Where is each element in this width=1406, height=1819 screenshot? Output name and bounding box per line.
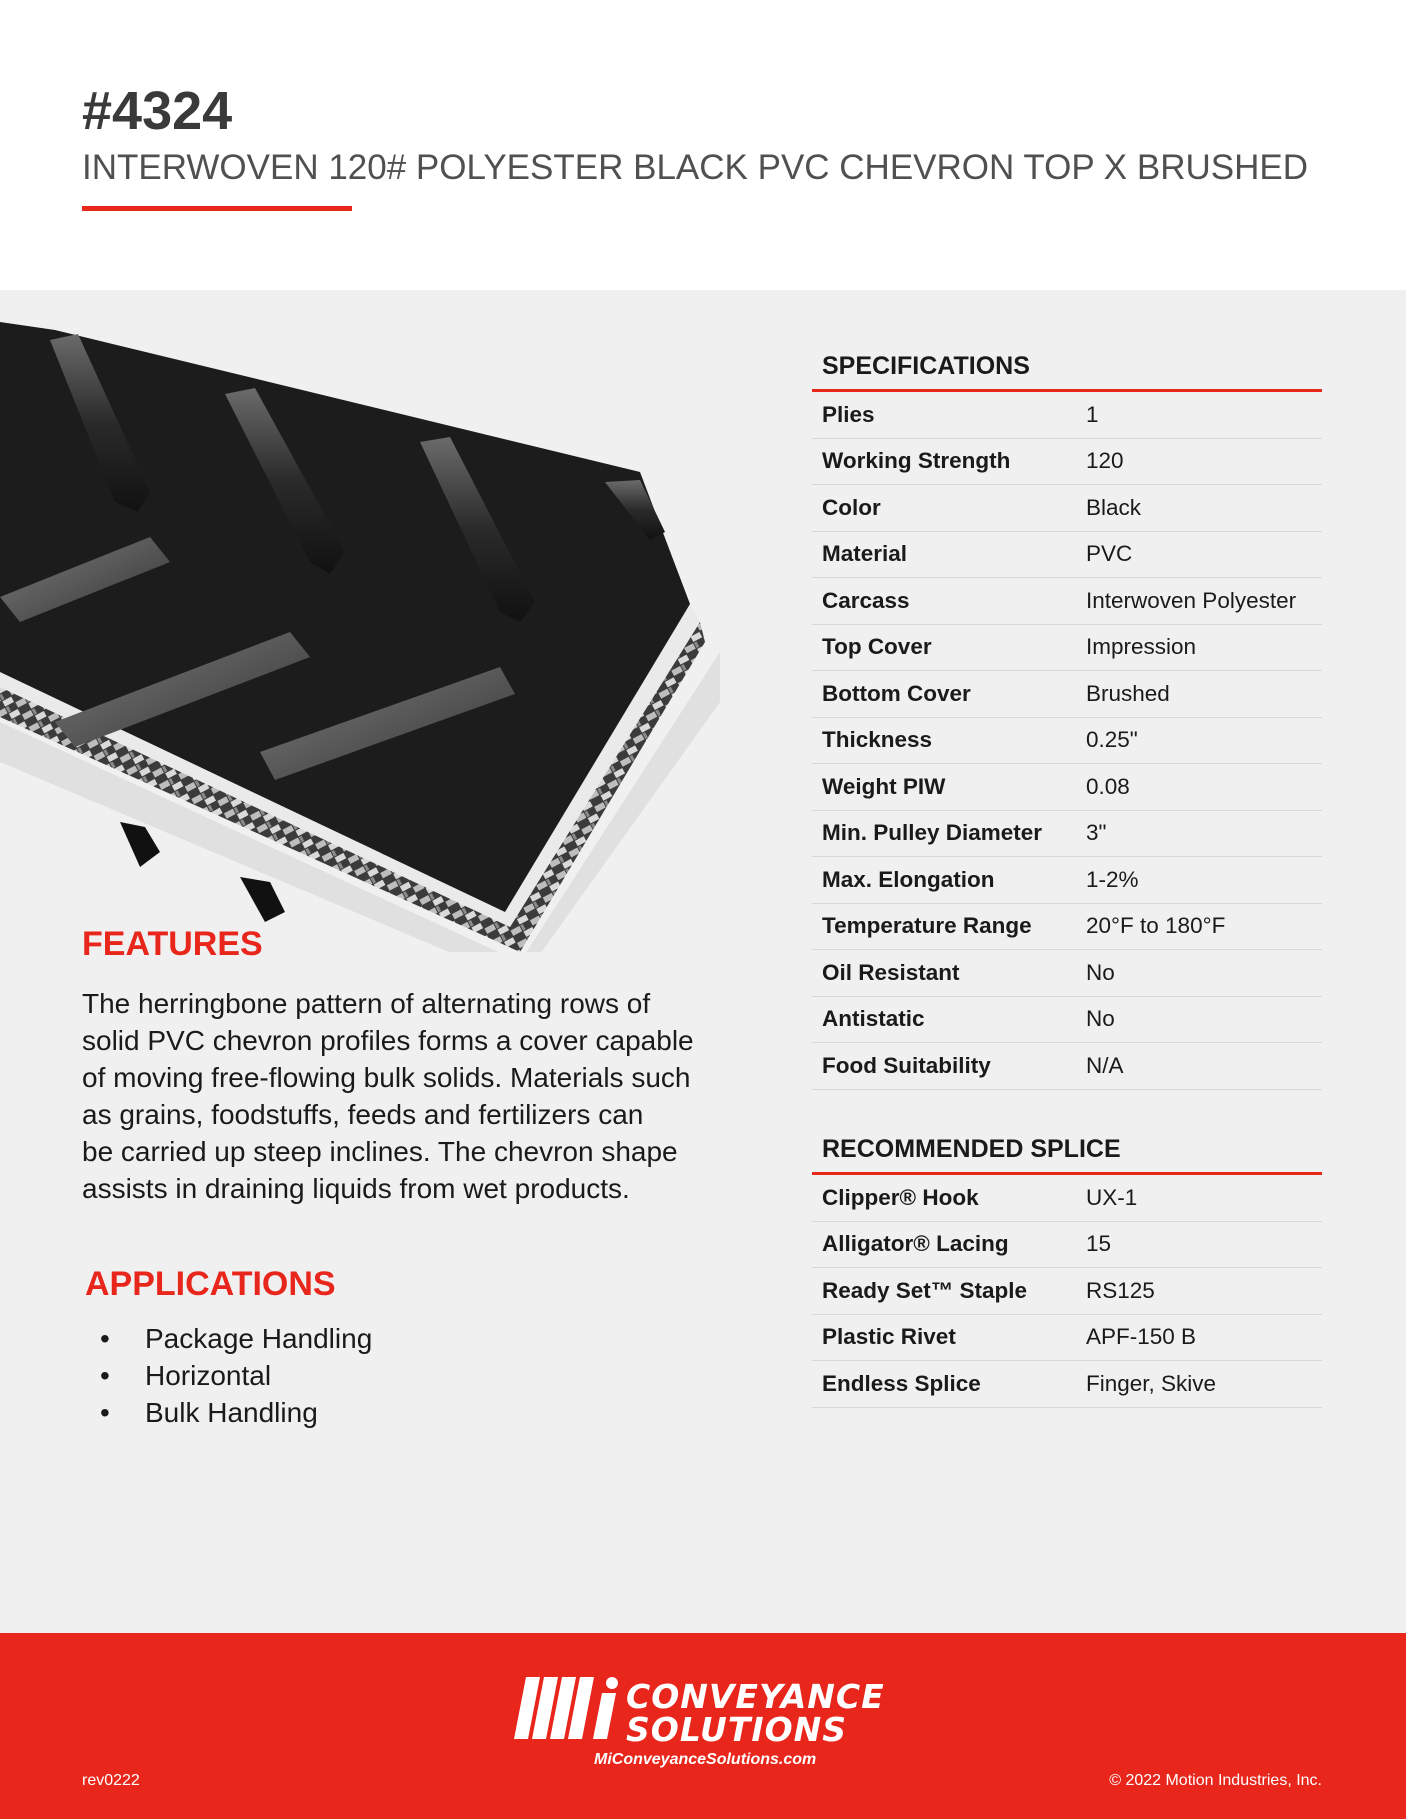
- spec-label: Color: [822, 494, 881, 520]
- spec-value: 1-2%: [1086, 866, 1139, 892]
- spec-label: Thickness: [822, 727, 933, 753]
- splice-value: Finger, Skive: [1086, 1370, 1217, 1396]
- spec-value: Black: [1086, 494, 1142, 520]
- company-logo: [512, 1673, 902, 1773]
- spec-value: 20°F to 180°F: [1086, 913, 1226, 939]
- bullet-icon: •: [100, 1397, 110, 1428]
- table-row: [812, 811, 1322, 858]
- spec-value: 3": [1086, 820, 1107, 846]
- splice-value: RS125: [1086, 1277, 1155, 1303]
- table-row: [812, 439, 1322, 486]
- features-line: of moving free-flowing bulk solids. Materials such: [82, 1062, 691, 1093]
- spec-label: Working Strength: [822, 448, 1011, 474]
- spec-label: Max. Elongation: [822, 866, 995, 892]
- spec-label: Oil Resistant: [822, 959, 960, 985]
- spec-label: Material: [822, 541, 908, 567]
- splice-label: Endless Splice: [822, 1370, 981, 1396]
- application-label: Package Handling: [145, 1323, 373, 1354]
- list-item: [100, 1394, 372, 1431]
- header: [0, 0, 1406, 290]
- table-row: [812, 1175, 1322, 1222]
- application-label: Bulk Handling: [145, 1397, 318, 1428]
- splice-label: Ready Set™ Staple: [822, 1277, 1028, 1303]
- spec-value: 0.08: [1086, 773, 1130, 799]
- splice-label: Alligator® Lacing: [822, 1231, 1009, 1257]
- logo-line-1: CONVEYANCE: [626, 1677, 885, 1716]
- list-item: [100, 1320, 372, 1357]
- table-row: [812, 578, 1322, 625]
- splice-label: Plastic Rivet: [822, 1324, 956, 1350]
- features-line: solid PVC chevron profiles forms a cover capable: [82, 1025, 694, 1056]
- specifications-table: [812, 352, 1322, 1090]
- table-row: [812, 671, 1322, 718]
- splice-value: APF-150 B: [1086, 1324, 1197, 1350]
- table-row: [812, 950, 1322, 997]
- table-row: [812, 485, 1322, 532]
- table-row: [812, 1315, 1322, 1362]
- applications-heading: APPLICATIONS: [85, 1265, 336, 1303]
- applications-list: [100, 1320, 372, 1431]
- features-line: as grains, foodstuffs, feeds and fertilizers can: [82, 1099, 644, 1130]
- table-row: [812, 1268, 1322, 1315]
- product-name: INTERWOVEN 120# POLYESTER BLACK PVC CHEVRON TOP X BRUSHED: [82, 148, 1309, 187]
- spec-value: No: [1086, 959, 1115, 985]
- spec-label: Plies: [822, 401, 875, 427]
- spec-label: Top Cover: [822, 634, 932, 660]
- table-row: [812, 1043, 1322, 1090]
- features-heading: FEATURES: [82, 925, 263, 963]
- splice-value: 15: [1086, 1231, 1112, 1257]
- spec-value: Brushed: [1086, 680, 1170, 706]
- features-paragraph: [82, 985, 732, 1207]
- spec-value: Impression: [1086, 634, 1197, 660]
- spec-value: Interwoven Polyester: [1086, 587, 1297, 613]
- features-line: assists in draining liquids from wet products.: [82, 1173, 630, 1204]
- recommended-splice-table: [812, 1135, 1322, 1408]
- spec-value: N/A: [1086, 1052, 1124, 1078]
- table-row: [812, 625, 1322, 672]
- spec-label: Carcass: [822, 587, 910, 613]
- footer: [0, 1633, 1406, 1819]
- spec-label: Food Suitability: [822, 1052, 991, 1078]
- features-line: be carried up steep inclines. The chevron shape: [82, 1136, 678, 1167]
- spec-label: Temperature Range: [822, 913, 1032, 939]
- copyright: © 2022 Motion Industries, Inc.: [1109, 1772, 1322, 1789]
- revision-code: rev0222: [82, 1772, 140, 1789]
- table-row: [812, 532, 1322, 579]
- spec-value: No: [1086, 1006, 1115, 1032]
- list-item: [100, 1357, 372, 1394]
- spec-value: 120: [1086, 448, 1124, 474]
- chevron-belt-image: [0, 322, 730, 952]
- application-label: Horizontal: [145, 1360, 272, 1391]
- table-row: [812, 904, 1322, 951]
- table-row: [812, 1361, 1322, 1408]
- table-row: [812, 857, 1322, 904]
- product-number: #4324: [82, 81, 233, 141]
- spec-value: PVC: [1086, 541, 1133, 567]
- logo-line-2: SOLUTIONS: [626, 1710, 848, 1749]
- spec-value: 0.25": [1086, 727, 1138, 753]
- spec-label: Min. Pulley Diameter: [822, 820, 1043, 846]
- splice-value: UX-1: [1086, 1184, 1138, 1210]
- splice-heading: RECOMMENDED SPLICE: [812, 1135, 1322, 1175]
- spec-label: Weight PIW: [822, 773, 946, 799]
- features-line: The herringbone pattern of alternating rows of: [82, 988, 651, 1019]
- table-row: [812, 997, 1322, 1044]
- table-row: [812, 392, 1322, 439]
- table-row: [812, 764, 1322, 811]
- spec-value: 1: [1086, 401, 1099, 427]
- table-row: [812, 718, 1322, 765]
- bullet-icon: •: [100, 1360, 110, 1391]
- title-underline: [82, 206, 352, 211]
- table-row: [812, 1222, 1322, 1269]
- mi-logo-icon: [512, 1677, 628, 1747]
- specifications-heading: SPECIFICATIONS: [812, 352, 1322, 392]
- splice-label: Clipper® Hook: [822, 1184, 979, 1210]
- bullet-icon: •: [100, 1323, 110, 1354]
- spec-label: Bottom Cover: [822, 680, 971, 706]
- logo-url: MiConveyanceSolutions.com: [594, 1751, 817, 1768]
- spec-label: Antistatic: [822, 1006, 925, 1032]
